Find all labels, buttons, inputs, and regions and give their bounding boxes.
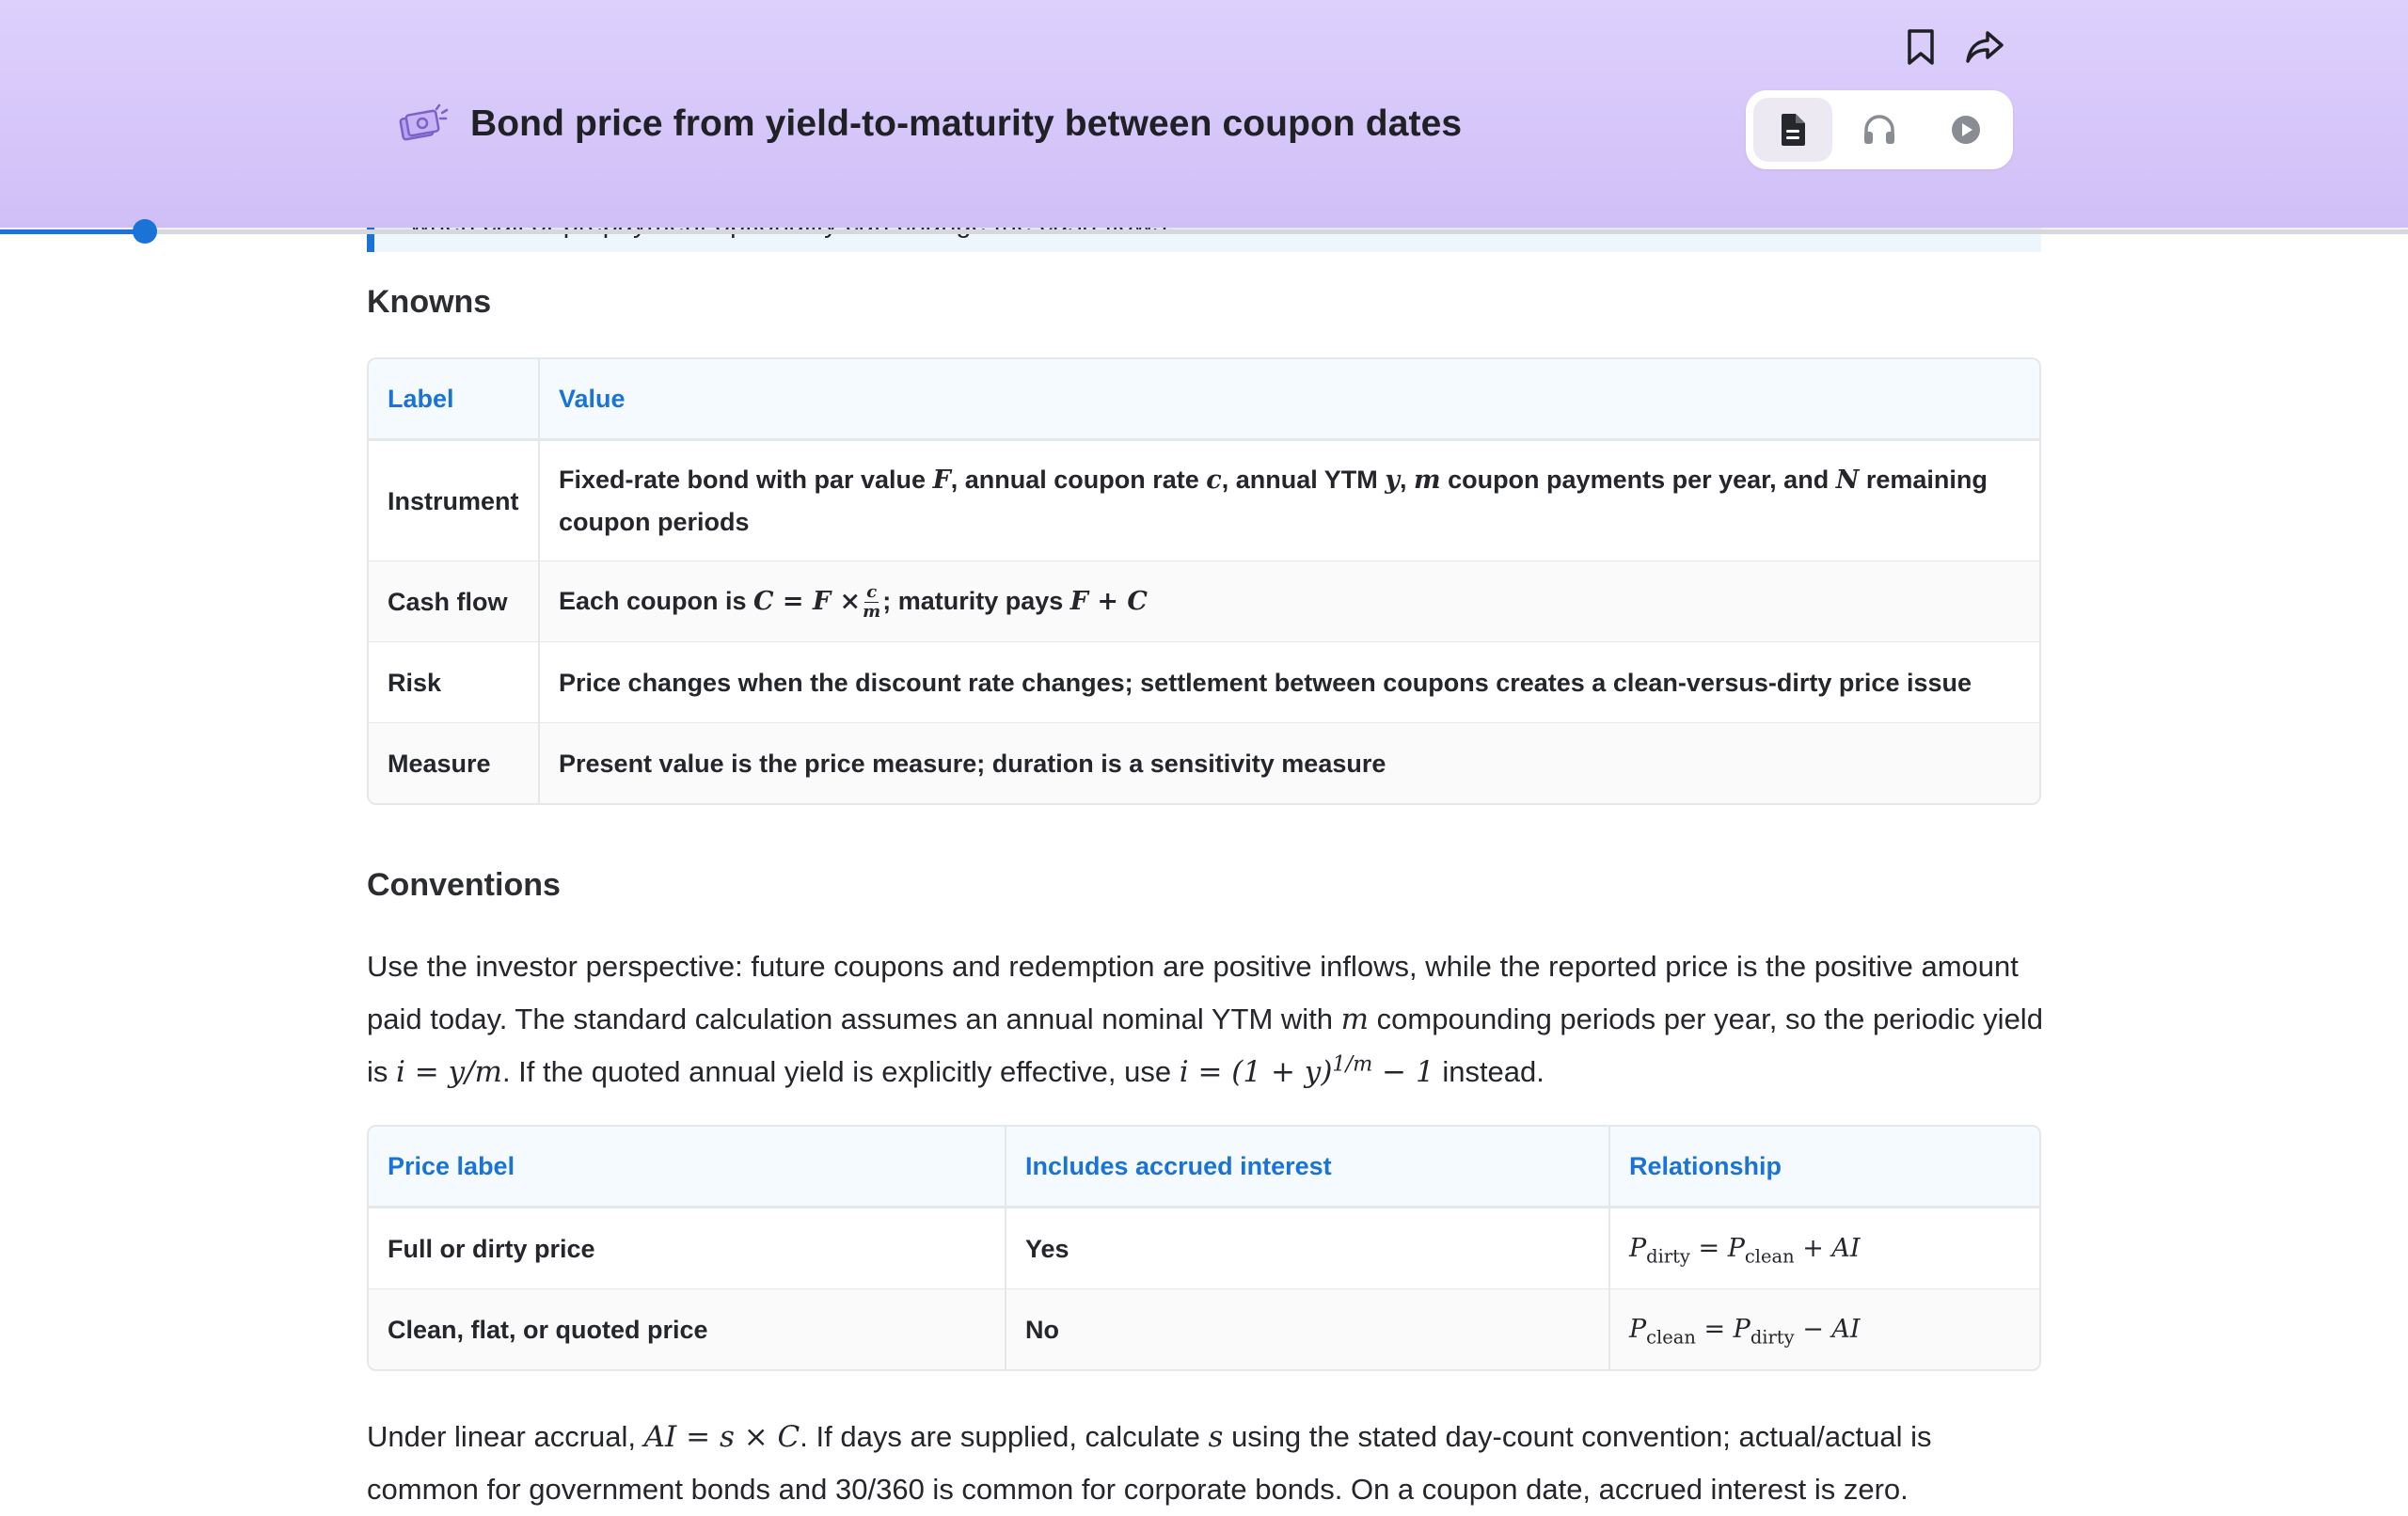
table-row [369, 561, 2039, 641]
table-row [369, 440, 2039, 561]
table-header-row [369, 1127, 2039, 1208]
row-label: Measure [369, 722, 538, 803]
relationship-cell: $P_{clean} = P_{dirty}$ − AI [1608, 1288, 2039, 1369]
table-header-row [369, 359, 2039, 440]
row-value: Present value is the price measure; duration is a sensitivity measure [538, 722, 2039, 803]
column-header-label: Label [369, 359, 538, 440]
share-icon [1965, 29, 2004, 65]
document-icon [1779, 113, 1807, 147]
relationship-cell: $P_{dirty} = P_{clean}$ + AI [1608, 1208, 2039, 1288]
bookmark-button[interactable] [1900, 26, 1941, 68]
row-label: Cash flow [369, 561, 538, 641]
coupon-fraction: $\frac{c}{m}$ [863, 582, 881, 623]
row-value: Fixed-rate bond with par value F, annual coupon rate c, annual YTM y, m coupon payments per year, and N remaining coupon periods [538, 440, 2039, 561]
video-mode-button[interactable] [1926, 98, 2005, 162]
progress-fill [0, 229, 145, 234]
table-row [369, 1288, 2039, 1369]
column-header-value: Value [538, 359, 2039, 440]
price-label-cell: Full or dirty price [369, 1208, 1005, 1288]
conventions-paragraph: Use the investor perspective: future coupons and redemption are positive inflows, while the reported price is the positive amount paid today. The standard calculation assumes an annual nominal YTM with m compounding periods per year, so the periodic yield is i = y/m. If the quoted annual yield is explicitly effective, use $i = (1 + y)^{1/m} - 1$ instead. [367, 950, 2043, 1089]
price-label-table [367, 1125, 2041, 1371]
column-header-relationship: Relationship [1608, 1127, 2039, 1208]
column-header-accrued: Includes accrued interest [1005, 1127, 1608, 1208]
share-button[interactable] [1964, 26, 2005, 68]
progress-handle[interactable] [133, 219, 157, 244]
accrued-cell: Yes [1005, 1208, 1608, 1288]
row-value: Price changes when the discount rate changes; settlement between coupons creates a clean-versus-dirty price issue [538, 641, 2039, 722]
accrued-cell: No [1005, 1288, 1608, 1369]
bookmark-icon [1904, 28, 1938, 66]
header-bar [0, 0, 2408, 228]
reading-progress-bar [0, 229, 2408, 234]
money-stack-icon [399, 103, 452, 145]
table-row [369, 641, 2039, 722]
accrual-paragraph: Under linear accrual, AI = s × C. If days are supplied, calculate s using the stated day-count convention; actual/actual is common for government bonds and 30/360 is common for corporate bonds. On a coupon date, accrued interest is zero. [367, 1420, 1932, 1506]
table-row [369, 722, 2039, 803]
document-mode-button[interactable] [1753, 98, 1832, 162]
knowns-heading: Knowns [367, 284, 492, 320]
row-value: Each coupon is C = F × $\frac{c}{m}$ ; maturity pays F + C [538, 561, 2039, 641]
view-mode-switch [1746, 90, 2013, 169]
audio-mode-button[interactable] [1840, 98, 1919, 162]
row-label: Risk [369, 641, 538, 722]
page-title: Bond price from yield-to-maturity between coupon dates [470, 103, 1463, 144]
headphones-icon [1862, 114, 1896, 146]
row-label: Instrument [369, 440, 538, 561]
conventions-heading: Conventions [367, 867, 561, 903]
play-icon [1950, 114, 1982, 146]
price-label-cell: Clean, flat, or quoted price [369, 1288, 1005, 1369]
table-row [369, 1208, 2039, 1288]
knowns-table [367, 357, 2041, 805]
column-header-price-label: Price label [369, 1127, 1005, 1208]
